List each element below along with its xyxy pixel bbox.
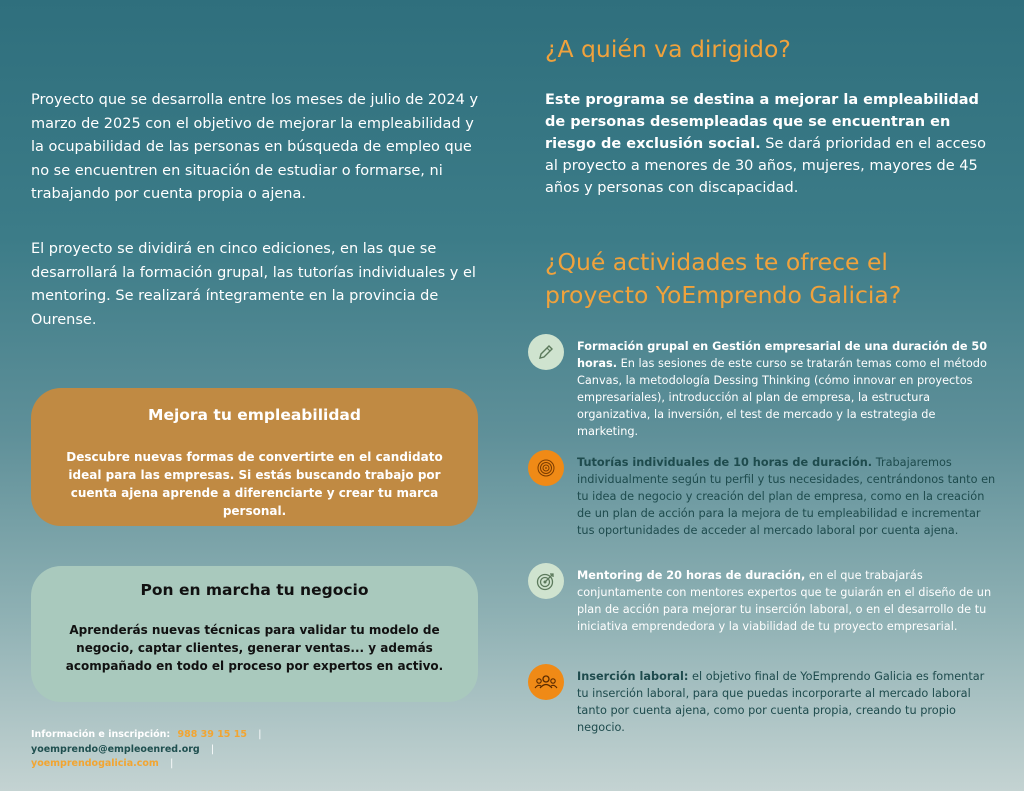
- activity-title: Inserción laboral:: [577, 670, 689, 684]
- footer-info-label: Información e inscripción:: [31, 729, 171, 740]
- target-icon: [528, 563, 564, 599]
- activity-title: Tutorías individuales de 10 horas de duración.: [577, 456, 873, 470]
- target-audience-bold: Este programa se destina a mejorar la empleabilidad de personas desempleadas que se encuentran en riesgo de exclusión social.: [545, 92, 979, 152]
- card-title: Mejora tu empleabilidad: [148, 406, 361, 424]
- activity-mentoring: [528, 556, 998, 640]
- footer-phone[interactable]: 988 39 15 15: [177, 729, 247, 740]
- activity-insercion-laboral: [528, 657, 998, 735]
- footer-info-line: [31, 728, 261, 743]
- activity-text: [577, 668, 997, 736]
- group-icon: [528, 664, 564, 700]
- card-pon-en-marcha-negocio: [31, 566, 478, 702]
- activity-text: [577, 338, 997, 440]
- heading-a-quien-va-dirigido: ¿A quién va dirigido?: [545, 35, 791, 63]
- fingerprint-icon: [528, 450, 564, 486]
- footer-separator: |: [258, 729, 262, 740]
- target-audience-rest: Se dará prioridad en el acceso al proyecto a menores de 30 años, mujeres, mayores de 45 años y personas con discapacidad.: [545, 136, 986, 196]
- target-audience-paragraph: [545, 89, 1000, 199]
- footer-web-line: [31, 757, 261, 772]
- activity-description: en el que trabajarás conjuntamente con mentores expertos que te guiarán en el diseño de un plan de acción para mejorar tu inserción laboral, o en el desarrollo de tu iniciativa emprendedora y la viabilidad de tu proyecto empresarial.: [577, 569, 992, 634]
- card-mejora-empleabilidad: [31, 388, 478, 526]
- activity-tutorias-individuales: [528, 443, 998, 543]
- footer-website-link[interactable]: yoemprendogalicia.com: [31, 758, 159, 769]
- pencil-icon: [528, 334, 564, 370]
- card-title: Pon en marcha tu negocio: [140, 581, 369, 599]
- intro-paragraph-dates: Proyecto que se desarrolla entre los meses de julio de 2024 y marzo de 2025 con el objetivo de mejorar la empleabilidad y la ocupabilidad de las personas en búsqueda de empleo que no se encuentren en situación de estudiar o formarse, ni trabajando por cuenta propia o ajena.: [31, 92, 479, 202]
- heading-actividades: ¿Qué actividades te ofrece el proyecto YoEmprendo Galicia?: [545, 248, 902, 309]
- activity-description: En las sesiones de este curso se tratarán temas como el método Canvas, la metodología Dessing Thinking (cómo innovar en proyectos empresariales), introducción al plan de empresa, la estructura organizativa, la inversión, el test de mercado y la estrategia de marketing.: [577, 357, 987, 439]
- footer-email-line: [31, 743, 261, 758]
- intro-paragraph-editions: El proyecto se dividirá en cinco ediciones, en las que se desarrollará la formación grupal, las tutorías individuales y el mentoring. Se realizará íntegramente en la provincia de Ourense.: [31, 241, 476, 328]
- footer-separator: |: [170, 758, 174, 769]
- activity-description: el objetivo final de YoEmprendo Galicia es fomentar tu inserción laboral, para que puedas incorporarte al mercado laboral tanto por cuenta ajena, como por cuenta propia, creando tu propio negocio.: [577, 670, 985, 735]
- footer-contact: [31, 728, 261, 772]
- activity-title: Formación grupal en Gestión empresarial de una duración de 50 horas.: [577, 340, 988, 371]
- activity-formacion-grupal: [528, 327, 998, 439]
- activity-description: Trabajaremos individualmente según tu perfil y tus necesidades, centrándonos tanto en tu idea de negocio y creación del plan de empresa, como en la creación de un plan de acción para la mejora de tu empleabilidad e incrementar tus oportunidades de acceder al mercado laboral por cuenta ajena.: [577, 456, 996, 538]
- activity-text: [577, 567, 997, 635]
- footer-email-link[interactable]: yoemprendo@empleoenred.org: [31, 743, 200, 755]
- activity-title: Mentoring de 20 horas de duración,: [577, 569, 806, 583]
- card-body: Descubre nuevas formas de convertirte en el candidato ideal para las empresas. Si estás buscando trabajo por cuenta ajena aprende a diferenciarte y crear tu marca personal.: [66, 450, 443, 518]
- card-body: Aprenderás nuevas técnicas para validar tu modelo de negocio, captar clientes, generar ventas... y además acompañado en todo el proceso por expertos en activo.: [65, 623, 444, 673]
- activity-text: [577, 454, 997, 539]
- footer-separator: |: [211, 743, 215, 755]
